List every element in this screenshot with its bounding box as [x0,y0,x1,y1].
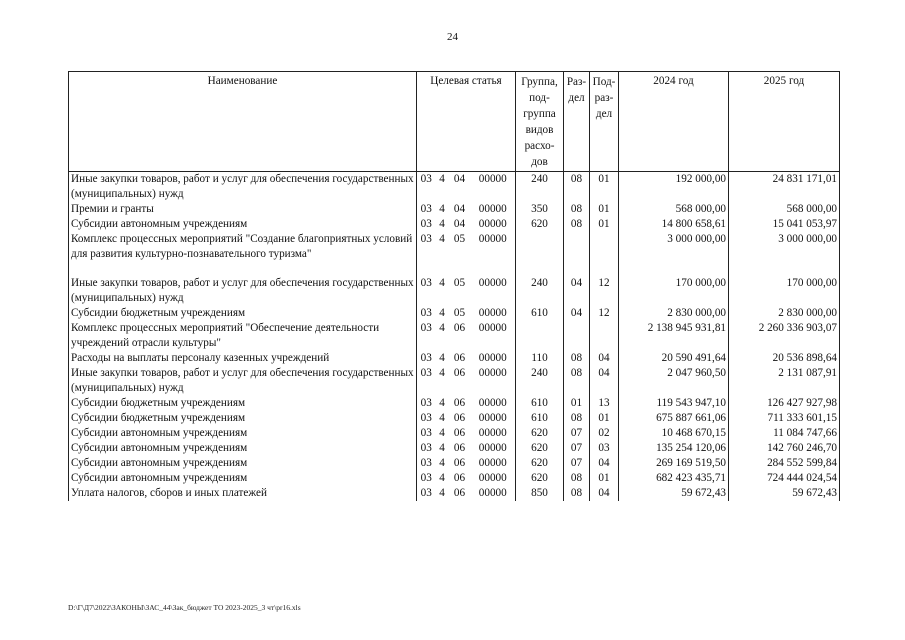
row-razdel: 08 [564,172,590,203]
row-target-4: 00000 [478,233,507,245]
row-target-1: 03 [417,202,436,217]
row-target-2: 4 [439,457,445,469]
row-2025: 724 444 024,54 [729,471,840,486]
row-target-1: 03 [417,486,436,501]
row-razdel: 08 [564,471,590,486]
row-target-2: 4 [439,487,445,499]
row-2025: 142 760 246,70 [729,441,840,456]
row-podrazdel: 02 [590,426,619,441]
row-2025: 15 041 053,97 [729,217,840,232]
header-group-line: видов [525,124,554,136]
row-target-2: 4 [439,352,445,364]
row-podrazdel [590,321,619,351]
header-target: Целевая статья [417,72,516,172]
header-group-line: расхо- [524,140,555,152]
row-target-1: 03 [417,217,436,232]
row-2024: 2 047 960,50 [619,366,729,396]
row-2025: 59 672,43 [729,486,840,501]
table-row [69,276,840,306]
row-2025: 170 000,00 [729,276,840,306]
row-2025: 20 536 898,64 [729,351,840,366]
row-2025: 2 830 000,00 [729,306,840,321]
row-target-3: 06 [453,487,466,499]
row-target-3: 06 [453,412,466,424]
row-target-2: 4 [439,442,445,454]
header-year-2025: 2025 год [729,72,840,172]
row-target-3: 06 [453,442,466,454]
row-2024: 20 590 491,64 [619,351,729,366]
table-row [69,366,840,396]
row-2024: 682 423 435,71 [619,471,729,486]
spacer-cell [564,262,590,276]
row-2024: 119 543 947,10 [619,396,729,411]
table-row [69,471,840,486]
row-razdel: 04 [564,276,590,306]
spacer-cell [619,262,729,276]
header-razdel-line: Раз- [566,76,587,88]
row-target-4: 00000 [478,412,507,424]
row-target-3: 06 [453,352,466,364]
row-target-4: 00000 [478,352,507,364]
spacer-cell [417,262,516,276]
row-target-3: 05 [453,277,466,289]
row-group: 620 [516,426,564,441]
row-target-2: 4 [439,472,445,484]
row-target-2: 4 [439,218,445,230]
row-target-1: 03 [417,471,436,486]
header-podrazdel [590,72,619,172]
row-razdel: 07 [564,426,590,441]
spacer-row [69,262,840,276]
row-2024: 135 254 120,06 [619,441,729,456]
row-name: Расходы на выплаты персоналу казенных учреждений [69,351,417,366]
row-name: Иные закупки товаров, работ и услуг для обеспечения государственных (муниципальных) нужд [69,366,417,396]
budget-table [68,71,840,501]
row-name: Уплата налогов, сборов и иных платежей [69,486,417,501]
row-target-4: 00000 [478,307,507,319]
row-podrazdel: 01 [590,217,619,232]
row-target-1: 03 [417,411,436,426]
row-2024: 2 830 000,00 [619,306,729,321]
row-target-1: 03 [417,306,436,321]
row-target-4: 00000 [478,442,507,454]
row-group: 240 [516,366,564,396]
table-row [69,202,840,217]
row-target-2: 4 [439,397,445,409]
row-target-3: 05 [453,233,466,245]
row-target-4: 00000 [478,472,507,484]
row-target-4: 00000 [478,218,507,230]
row-target-1: 03 [417,351,436,366]
header-razdel [564,72,590,172]
header-group-line: группа [523,108,556,120]
row-name: Субсидии автономным учреждениям [69,217,417,232]
row-podrazdel: 01 [590,202,619,217]
table-row [69,456,840,471]
row-group: 610 [516,396,564,411]
row-podrazdel: 04 [590,456,619,471]
row-podrazdel: 03 [590,441,619,456]
row-name: Субсидии бюджетным учреждениям [69,411,417,426]
row-target-3: 06 [453,367,466,379]
row-target-4: 00000 [478,367,507,379]
row-razdel: 08 [564,366,590,396]
row-target-1: 03 [417,441,436,456]
row-group [516,321,564,351]
row-group: 620 [516,441,564,456]
row-target-3: 04 [453,218,466,230]
row-group: 110 [516,351,564,366]
header-razdel-line: дел [568,92,585,104]
row-name: Субсидии автономным учреждениям [69,426,417,441]
spacer-cell [69,262,417,276]
row-razdel: 08 [564,411,590,426]
row-name: Субсидии автономным учреждениям [69,456,417,471]
row-razdel: 08 [564,202,590,217]
row-group: 620 [516,456,564,471]
header-podrazdel-line: дел [595,108,613,120]
row-name: Субсидии бюджетным учреждениям [69,306,417,321]
table-row [69,217,840,232]
row-name: Иные закупки товаров, работ и услуг для обеспечения государственных (муниципальных) нужд [69,276,417,306]
row-group: 350 [516,202,564,217]
row-razdel: 08 [564,351,590,366]
header-year-2024: 2024 год [619,72,729,172]
row-2025: 11 084 747,66 [729,426,840,441]
row-2024: 3 000 000,00 [619,232,729,262]
row-podrazdel: 04 [590,486,619,501]
row-target-3: 06 [453,457,466,469]
row-target-1: 03 [417,366,436,396]
table-row [69,411,840,426]
row-target-2: 4 [439,427,445,439]
table-row [69,306,840,321]
row-2025: 2 260 336 903,07 [729,321,840,351]
table-row [69,351,840,366]
row-target-3: 04 [453,173,466,185]
row-target-4: 00000 [478,487,507,499]
row-target-2: 4 [439,277,445,289]
row-razdel: 04 [564,306,590,321]
row-podrazdel: 13 [590,396,619,411]
row-2025: 126 427 927,98 [729,396,840,411]
row-2025: 711 333 601,15 [729,411,840,426]
row-2024: 14 800 658,61 [619,217,729,232]
table-row [69,172,840,203]
row-target-2: 4 [439,203,445,215]
row-2025: 568 000,00 [729,202,840,217]
row-2024: 59 672,43 [619,486,729,501]
row-target-3: 06 [453,472,466,484]
row-2024: 2 138 945 931,81 [619,321,729,351]
row-target-2: 4 [439,307,445,319]
footer-file-path: D:\Г\Д7\2022\ЗАКОНЫ\ЗАС_44\Зак_бюджет ТО 2023-2025_3 чт\pr16.xls [68,603,301,612]
table-body [69,172,840,502]
row-group: 240 [516,172,564,203]
row-target-1: 03 [417,276,436,306]
row-group: 240 [516,276,564,306]
row-name: Комплекс процессных мероприятий "Обеспечение деятельности учреждений отрасли культуры" [69,321,417,351]
row-target-2: 4 [439,367,445,379]
row-group: 610 [516,411,564,426]
row-razdel: 08 [564,217,590,232]
row-podrazdel: 12 [590,306,619,321]
row-2025: 3 000 000,00 [729,232,840,262]
row-group: 850 [516,486,564,501]
row-2024: 192 000,00 [619,172,729,203]
row-razdel: 08 [564,486,590,501]
row-target-3: 06 [453,427,466,439]
row-target-4: 00000 [478,457,507,469]
spacer-cell [590,262,619,276]
row-2025: 24 831 171,01 [729,172,840,203]
row-podrazdel [590,232,619,262]
row-podrazdel: 01 [590,411,619,426]
table-row [69,396,840,411]
header-name: Наименование [69,72,417,172]
row-group: 620 [516,217,564,232]
row-target-2: 4 [439,322,445,334]
row-podrazdel: 12 [590,276,619,306]
row-2025: 2 131 087,91 [729,366,840,396]
row-group: 610 [516,306,564,321]
row-name: Комплекс процессных мероприятий "Создание благоприятных условий для развития культурно-познавательного туризма" [69,232,417,262]
row-target-3: 04 [453,203,466,215]
row-group [516,232,564,262]
row-podrazdel: 04 [590,366,619,396]
table-row [69,486,840,501]
row-podrazdel: 01 [590,471,619,486]
row-target-4: 00000 [478,203,507,215]
header-group-line: дов [531,156,548,168]
row-target-1: 03 [417,321,436,351]
row-target-3: 05 [453,307,466,319]
table-row [69,426,840,441]
row-2024: 568 000,00 [619,202,729,217]
row-target-4: 00000 [478,427,507,439]
row-name: Субсидии автономным учреждениям [69,471,417,486]
row-target-3: 06 [453,397,466,409]
row-group: 620 [516,471,564,486]
row-name: Премии и гранты [69,202,417,217]
row-target-4: 00000 [478,397,507,409]
row-razdel: 07 [564,456,590,471]
table-row [69,441,840,456]
header-podrazdel-line: Под- [592,76,616,88]
row-target-1: 03 [417,456,436,471]
row-razdel: 07 [564,441,590,456]
table-row [69,321,840,351]
row-name: Иные закупки товаров, работ и услуг для обеспечения государственных (муниципальных) нужд [69,172,417,203]
table-header [69,72,840,172]
row-target-2: 4 [439,412,445,424]
header-group-line: под- [529,92,550,104]
row-target-3: 06 [453,322,466,334]
row-target-4: 00000 [478,277,507,289]
header-group [516,72,564,172]
row-razdel: 01 [564,396,590,411]
row-podrazdel: 04 [590,351,619,366]
row-2024: 10 468 670,15 [619,426,729,441]
row-target-4: 00000 [478,173,507,185]
row-target-2: 4 [439,173,445,185]
row-name: Субсидии бюджетным учреждениям [69,396,417,411]
spacer-cell [729,262,840,276]
header-group-line: Группа, [521,76,558,88]
spacer-cell [516,262,564,276]
row-target-1: 03 [417,232,436,262]
page-number: 24 [447,31,458,43]
row-target-1: 03 [417,172,436,203]
row-2024: 170 000,00 [619,276,729,306]
row-target-1: 03 [417,426,436,441]
row-razdel [564,321,590,351]
row-target-2: 4 [439,233,445,245]
row-razdel [564,232,590,262]
row-2024: 675 887 661,06 [619,411,729,426]
row-2024: 269 169 519,50 [619,456,729,471]
row-2025: 284 552 599,84 [729,456,840,471]
row-target-4: 00000 [478,322,507,334]
row-name: Субсидии автономным учреждениям [69,441,417,456]
row-target-1: 03 [417,396,436,411]
row-podrazdel: 01 [590,172,619,203]
header-podrazdel-line: раз- [594,92,614,104]
table-row [69,232,840,262]
